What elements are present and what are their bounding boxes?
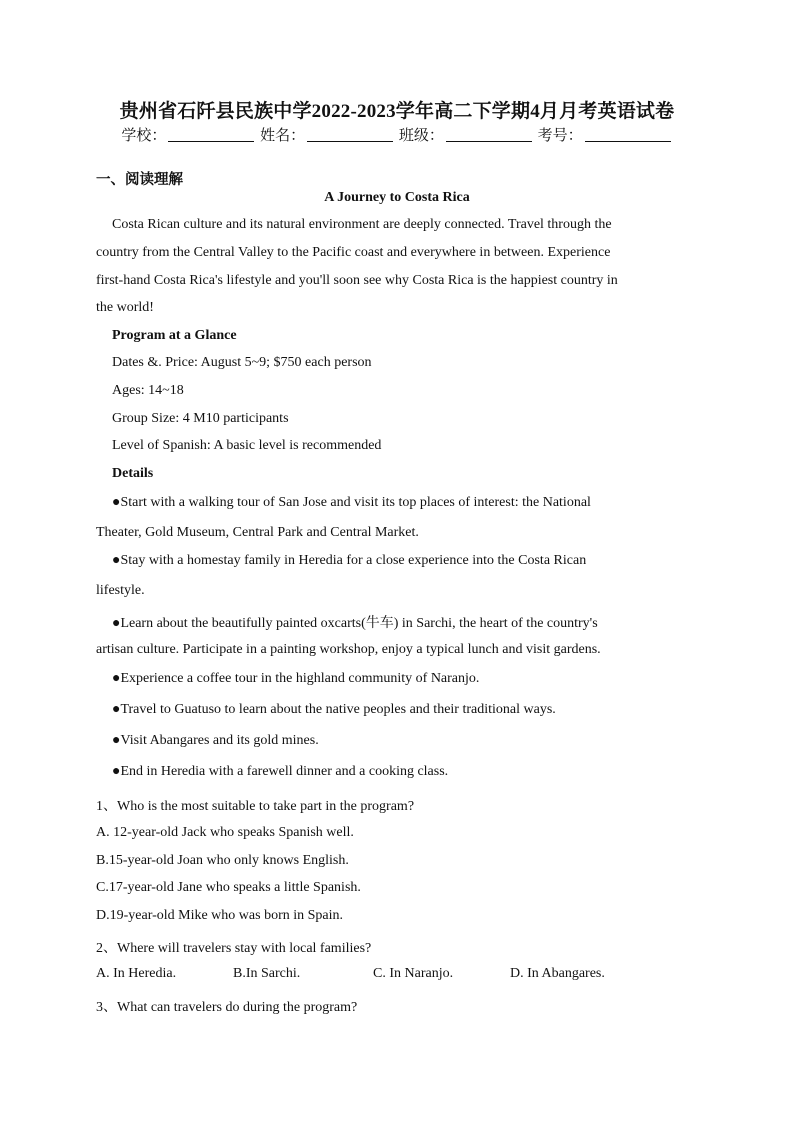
intro-line: Costa Rican culture and its natural environment are deeply connected. Travel through the [112, 217, 612, 232]
question-2-stem: 2、Where will travelers stay with local families? [96, 941, 372, 956]
detail-item: ●Learn about the beautifully painted oxcarts(牛车) in Sarchi, the heart of the country's [112, 616, 598, 631]
intro-line: country from the Central Valley to the Pacific coast and everywhere in between. Experience [96, 245, 611, 260]
detail-item: ●Stay with a homestay family in Heredia for a close experience into the Costa Rican [112, 553, 587, 568]
detail-item: ●Experience a coffee tour in the highland community of Naranjo. [112, 671, 480, 686]
question-1-option-c[interactable]: C.17-year-old Jane who speaks a little Spanish. [96, 880, 361, 895]
question-2-option-c[interactable]: C. In Naranjo. [373, 966, 454, 981]
detail-item-continued: lifestyle. [96, 583, 145, 598]
student-info-line [0, 124, 794, 145]
question-2-option-a[interactable]: A. In Heredia. [96, 966, 177, 981]
program-dates-price: Dates &. Price: August 5~9; $750 each person [112, 355, 372, 370]
name-label: 姓名： [260, 128, 306, 144]
detail-item: ●Travel to Guatuso to learn about the native peoples and their traditional ways. [112, 702, 556, 717]
question-1-option-a[interactable]: A. 12-year-old Jack who speaks Spanish well. [96, 825, 354, 840]
number-blank[interactable] [585, 127, 671, 142]
detail-item-continued: Theater, Gold Museum, Central Park and Central Market. [96, 525, 419, 540]
exam-title: 贵州省石阡县民族中学2022-2023学年高二下学期4月月考英语试卷 [119, 101, 675, 122]
program-group-size: Group Size: 4 M10 participants [112, 411, 289, 426]
school-label: 学校： [121, 128, 167, 144]
school-blank[interactable] [168, 127, 254, 142]
question-2-option-b[interactable]: B.In Sarchi. [233, 966, 301, 981]
program-ages: Ages: 14~18 [112, 383, 184, 398]
program-spanish-level: Level of Spanish: A basic level is recommended [112, 438, 382, 453]
detail-item: ●Start with a walking tour of San Jose and visit its top places of interest: the National [112, 495, 591, 510]
question-1-option-d[interactable]: D.19-year-old Mike who was born in Spain. [96, 908, 344, 923]
detail-item: ●End in Heredia with a farewell dinner and a cooking class. [112, 764, 449, 779]
details-heading: Details [112, 466, 154, 481]
name-blank[interactable] [307, 127, 393, 142]
section-heading: 一、阅读理解 [96, 172, 183, 188]
passage-title: A Journey to Costa Rica [324, 190, 470, 205]
intro-line: the world! [96, 300, 154, 315]
question-1-option-b[interactable]: B.15-year-old Joan who only knows English. [96, 853, 349, 868]
detail-item: ●Visit Abangares and its gold mines. [112, 733, 319, 748]
question-3-stem: 3、What can travelers do during the program? [96, 1000, 358, 1015]
number-label: 考号： [537, 128, 583, 144]
intro-line: first-hand Costa Rica's lifestyle and you'll soon see why Costa Rica is the happiest country in [96, 273, 618, 288]
class-label: 班级： [398, 128, 444, 144]
class-blank[interactable] [446, 127, 532, 142]
detail-item-continued: artisan culture. Participate in a painting workshop, enjoy a typical lunch and visit gardens. [96, 642, 601, 657]
question-1-stem: 1、Who is the most suitable to take part in the program? [96, 799, 415, 814]
question-2-option-d[interactable]: D. In Abangares. [510, 966, 605, 981]
program-heading: Program at a Glance [112, 328, 237, 343]
